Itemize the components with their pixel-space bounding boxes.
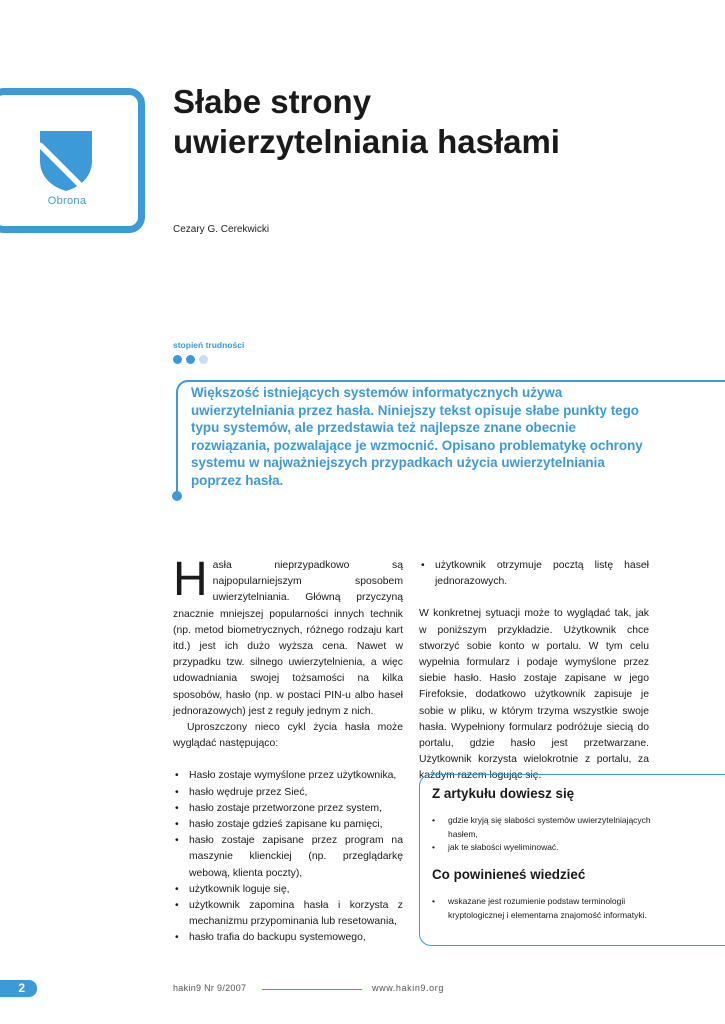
difficulty-dot-empty	[199, 355, 208, 364]
lifecycle-list	[173, 768, 403, 946]
column-left	[173, 553, 403, 947]
difficulty-dot-filled	[186, 355, 195, 364]
title-line-1: Słabe strony	[173, 83, 372, 120]
list-item: • użytkownik loguje się,	[173, 882, 403, 898]
list-item: • użytkownik otrzymuje pocztą listę haseł jednorazowych.	[419, 558, 649, 590]
difficulty-label: stopień trudności	[173, 340, 245, 350]
author-name: Cezary G. Cerekwicki	[173, 224, 270, 235]
list-item: • hasło wędruje przez Sieć,	[173, 785, 403, 801]
site-url: www.hakin9.org	[372, 983, 444, 993]
lead-dot	[172, 491, 182, 501]
learn-list	[432, 814, 652, 855]
intro-paragraph	[173, 553, 403, 720]
column-right	[419, 558, 649, 785]
intro-text: asła nieprzypadkowo są najpopularniejszym sposobem uwierzytelniania. Główną przyczyną znacznie mniejszej popularności innych technik (np. metod biometrycznych, różnego rodzaju kart itd.) jest ich dużo wyższa cena. Nawet w przypadku tzw. silnego uwierzytelnienia, a więc udowadniania swojej tożsamości na kilka sposobów, hasło (np. w postaci PIN-u albo haseł jednorazowych) jest z reguły jednym z nich.	[173, 560, 403, 717]
difficulty-dot-filled	[173, 355, 182, 364]
cycle-paragraph: Uproszczony nieco cykl życia hasła może wyglądać następująco:	[173, 722, 403, 750]
example-paragraph: W konkretnej sytuacji może to wyglądać tak, jak w poniższym przykładzie. Użytkownik chce stworzyć sobie konto w portalu. W tym celu wypełnia formularz i podaje wymyślone przez siebie hasło. Hasło zostaje zapisane w jego Firefoksie, dodatkowo użytkownik zapisuje je sobie w pliku, w którym trzyma wszystkie swoje hasła. Wypełniony formularz podróżuje siecią do portalu, gdzie hasło jest przetwarzane. Użytkownik korzysta wielokrotnie z portalu, za każdym razem logując się.	[419, 608, 649, 782]
list-item: • użytkownik zapomina hasła i korzysta z mechanizmu przypominania lub resetowania,	[173, 898, 403, 930]
list-item: • Hasło zostaje wymyślone przez użytkownika,	[173, 768, 403, 784]
lead-paragraph: Większość istniejących systemów informatycznych używa uwierzytelniania przez hasła. Niniejszy tekst opisuje słabe punkty tego typu systemów, ale przedstawia też najlepsze znane obecnie rozwiązania, pozwalające je wzmocnić. Opisano problematykę ochrony systemu w najważniejszych przypadkach użycia uwierzytelniania poprzez hasła.	[191, 385, 643, 488]
footer-divider	[262, 989, 362, 990]
lifecycle-list-continued	[419, 558, 649, 590]
title-line-2: uwierzytelniania hasłami	[173, 123, 560, 160]
article-title	[173, 82, 703, 162]
prereq-heading: Co powinieneś wiedzieć	[432, 867, 586, 882]
list-item: • hasło zostaje zapisane przez program na maszynie klienckiej (np. przeglądarkę webową, klienta poczty),	[173, 833, 403, 882]
list-item: • hasło zostaje gdzieś zapisane ku pamięci,	[173, 817, 403, 833]
difficulty-dots	[173, 355, 208, 364]
spacer	[173, 752, 403, 768]
list-item: • hasło trafia do backupu systemowego,	[173, 930, 403, 946]
shield-icon	[40, 131, 92, 191]
section-label: Obrona	[47, 195, 87, 207]
drop-cap: H	[173, 553, 208, 606]
page-number: 2	[0, 980, 37, 997]
list-item: • gdzie kryją się słabości systemów uwierzytelniających hasłem,	[432, 814, 652, 841]
list-item: • hasło zostaje przetworzone przez system,	[173, 801, 403, 817]
prereq-list	[432, 895, 652, 922]
list-item: • wskazane jest rozumienie podstaw terminologii kryptologicznej i elementarna znajomość informatyki.	[432, 895, 652, 922]
spacer	[419, 590, 649, 606]
issue-label: hakin9 Nr 9/2007	[173, 983, 247, 993]
learn-heading: Z artykułu dowiesz się	[432, 786, 575, 801]
list-item: • jak te słabości wyeliminować.	[432, 841, 652, 855]
